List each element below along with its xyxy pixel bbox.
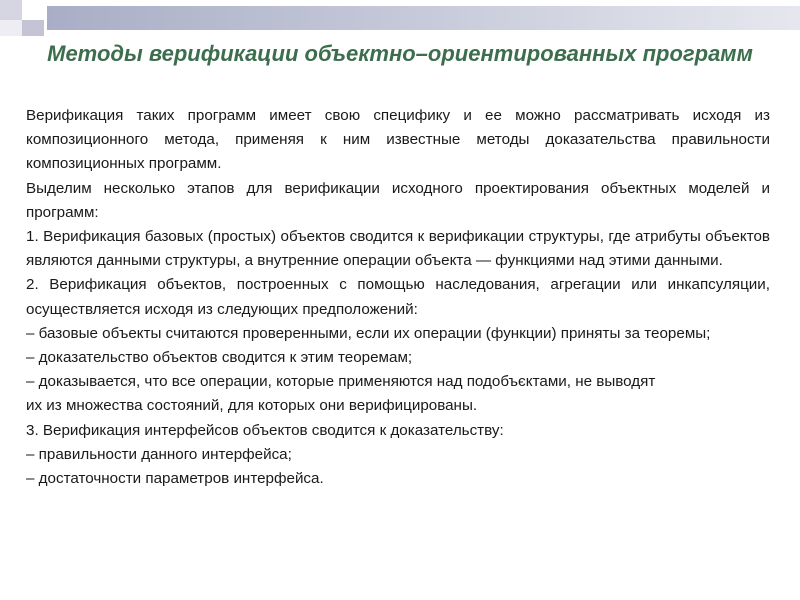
list-item-interface-correctness: – правильности данного интерфейса; bbox=[26, 445, 292, 463]
paragraph-intro: Верификация таких программ имеет свою специфику и ее можно рассматривать исходя из композиционного метода, применяя к ним известные методы доказательства правильности композиционных программ. bbox=[26, 107, 770, 173]
paragraph-stage-1: 1. Верификация базовых (простых) объектов сводится к верификации структуры, где атрибуты объектов являются данными структуры, а внутренние операции объекта — функциями над этими данными. bbox=[26, 228, 770, 270]
list-item-assumption-2: – доказательство объектов сводится к этим теоремам; bbox=[26, 349, 413, 367]
corner-square-decoration bbox=[0, 20, 22, 36]
slide-title: Методы верификации объектно–ориентированных программ bbox=[47, 41, 753, 66]
header-gradient-bar bbox=[47, 6, 800, 30]
list-item-assumption-1: – базовые объекты считаются проверенными, если их операции (функции) приняты за теоремы; bbox=[26, 324, 711, 342]
list-item-assumption-3: – доказывается, что все операции, которые применяются над подобъєктами, не выводят bbox=[26, 373, 656, 391]
corner-square-decoration bbox=[22, 20, 44, 36]
paragraph-stages-intro: Выделим несколько этапов для верификации исходного проектирования объектных моделей и программ: bbox=[26, 179, 770, 221]
list-item-interface-parameters: – достаточности параметров интерфейса. bbox=[26, 470, 324, 488]
paragraph-stage-3: 3. Верификация интерфейсов объектов сводится к доказательству: bbox=[26, 421, 504, 439]
corner-square-decoration bbox=[0, 0, 22, 20]
corner-square-decoration bbox=[22, 0, 44, 20]
slide-body bbox=[26, 104, 770, 491]
paragraph-stage-2: 2. Верификация объектов, построенных с помощью наследования, агрегации или инкапсуляции, осуществляется исходя из следующих предположений: bbox=[26, 276, 770, 318]
list-item-assumption-3-continued: их из множества состояний, для которых они верифицированы. bbox=[26, 397, 478, 415]
